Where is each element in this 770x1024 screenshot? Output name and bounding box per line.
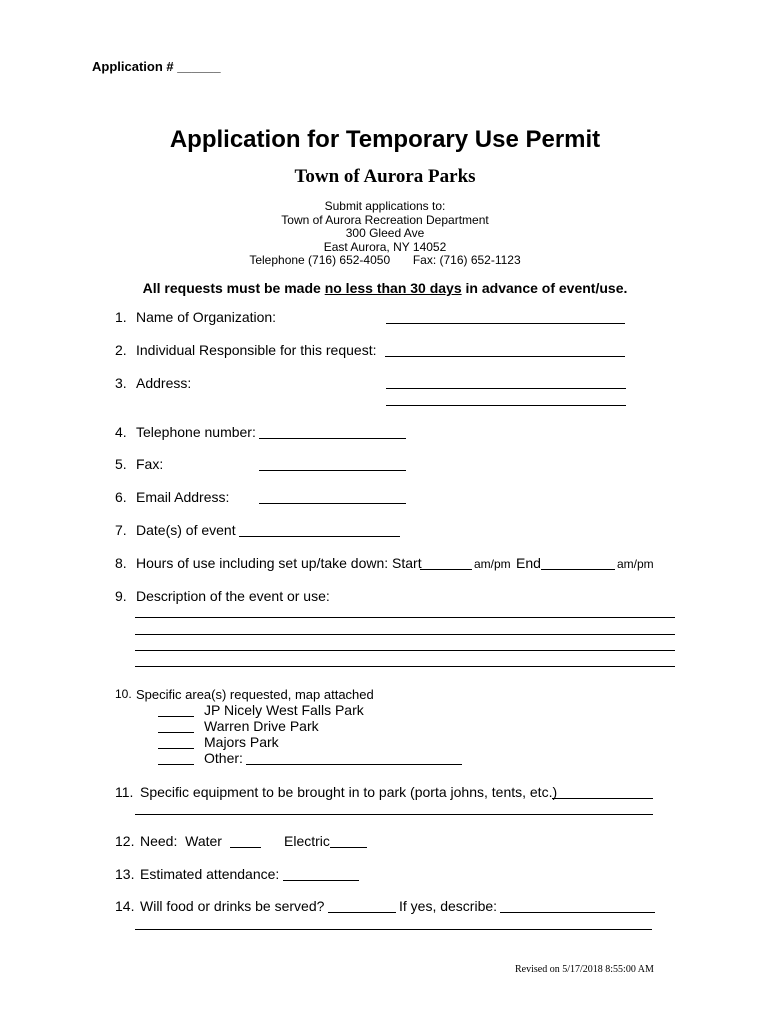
submit-address-block — [0, 200, 770, 268]
item-2-number: 2. — [115, 342, 127, 358]
area-option-4-checkbox[interactable] — [158, 764, 194, 765]
area-option-4-label: Other: — [204, 750, 243, 766]
description-field-line-1[interactable] — [135, 617, 675, 618]
area-option-1-label: JP Nicely West Falls Park — [204, 702, 364, 718]
address-field-line-2[interactable] — [386, 405, 626, 406]
contact-line — [0, 254, 770, 268]
other-area-field[interactable] — [246, 764, 462, 765]
item-4-label: Telephone number: — [136, 424, 256, 440]
item-5-number: 5. — [115, 456, 127, 472]
start-ampm-label: am/pm — [474, 557, 511, 571]
area-option-1-checkbox[interactable] — [158, 716, 194, 717]
item-10-label-text: Specific area(s) requested, map attached — [136, 687, 374, 702]
item-14-number: 14. — [115, 898, 135, 914]
revised-date: Revised on 5/17/2018 8:55:00 AM — [515, 964, 654, 975]
end-label: End — [516, 555, 541, 571]
email-field[interactable] — [259, 503, 406, 504]
page-subtitle: Town of Aurora Parks — [294, 166, 476, 187]
item-4-number: 4. — [115, 424, 127, 440]
start-time-field[interactable] — [420, 569, 472, 570]
description-field-line-2[interactable] — [135, 634, 675, 635]
electric-field[interactable] — [330, 847, 367, 848]
fax-field[interactable] — [259, 470, 406, 471]
item-8-number: 8. — [115, 555, 127, 571]
area-option-2-label: Warren Drive Park — [204, 718, 319, 734]
area-option-2-checkbox[interactable] — [158, 732, 194, 733]
item-1-label: Name of Organization: — [136, 309, 277, 325]
area-option-3-label: Majors Park — [204, 734, 279, 750]
responsible-individual-field[interactable] — [385, 356, 625, 357]
equipment-field-line-2[interactable] — [135, 814, 653, 815]
item-12-number: 12. — [115, 833, 135, 849]
item-13-number: 13. — [115, 866, 135, 882]
end-ampm-label: am/pm — [617, 557, 654, 571]
item-3-label: Address: — [136, 375, 192, 391]
item-14-label: Will food or drinks be served? — [140, 898, 325, 914]
notice-pre: All requests must be made — [142, 280, 325, 296]
fax-text: Fax: (716) 652-1123 — [412, 253, 521, 267]
item-3-number: 3. — [115, 375, 127, 391]
electric-label: Electric — [284, 833, 330, 849]
item-13-label: Estimated attendance: — [140, 866, 280, 882]
food-drinks-field[interactable] — [328, 912, 396, 913]
item-9-number: 9. — [115, 588, 127, 604]
item-9-label: Description of the event or use: — [136, 588, 330, 604]
item-12-label: Need: Water — [140, 833, 222, 849]
food-description-field-line-1[interactable] — [500, 912, 655, 913]
item-8-label: Hours of use including set up/take down: Start — [136, 555, 422, 571]
food-description-field-line-2[interactable] — [135, 929, 652, 930]
notice-post: in advance of event/use. — [461, 280, 628, 296]
organization-name-field[interactable] — [386, 323, 625, 324]
item-5-label: Fax: — [136, 456, 164, 472]
page-title: Application for Temporary Use Permit — [169, 126, 601, 153]
item-6-number: 6. — [115, 489, 127, 505]
item-2-label: Individual Responsible for this request: — [136, 342, 377, 358]
description-field-line-4[interactable] — [135, 666, 675, 667]
telephone-text: Telephone (716) 652-4050 — [249, 253, 391, 267]
item-10-number: 10. — [115, 687, 132, 701]
item-6-label: Email Address: — [136, 489, 230, 505]
equipment-field-line-1[interactable] — [552, 798, 653, 799]
submit-line-2: Town of Aurora Recreation Department — [281, 212, 489, 227]
attendance-field[interactable] — [283, 880, 359, 881]
water-field[interactable] — [230, 847, 261, 848]
item-11-label: Specific equipment to be brought in to park (porta johns, tents, etc.) — [140, 784, 558, 800]
submit-line-3: 300 Gleed Ave — [345, 226, 425, 240]
end-time-field[interactable] — [541, 569, 615, 570]
application-number-label: Application # ______ — [92, 59, 221, 74]
submit-line-1: Submit applications to: — [324, 199, 446, 213]
address-field-line-1[interactable] — [386, 388, 626, 389]
notice-emphasis: no less than 30 days — [324, 280, 462, 296]
if-yes-label: If yes, describe: — [399, 898, 498, 914]
item-7-number: 7. — [115, 522, 127, 538]
item-11-number: 11. — [115, 784, 134, 800]
telephone-field[interactable] — [259, 438, 406, 439]
item-7-label: Date(s) of event — [136, 522, 236, 538]
description-field-line-3[interactable] — [135, 650, 675, 651]
item-1-number: 1. — [115, 309, 127, 325]
submit-line-4: East Aurora, NY 14052 — [323, 239, 447, 254]
event-dates-field[interactable] — [239, 536, 400, 537]
area-option-3-checkbox[interactable] — [158, 748, 194, 749]
advance-notice — [0, 280, 770, 296]
